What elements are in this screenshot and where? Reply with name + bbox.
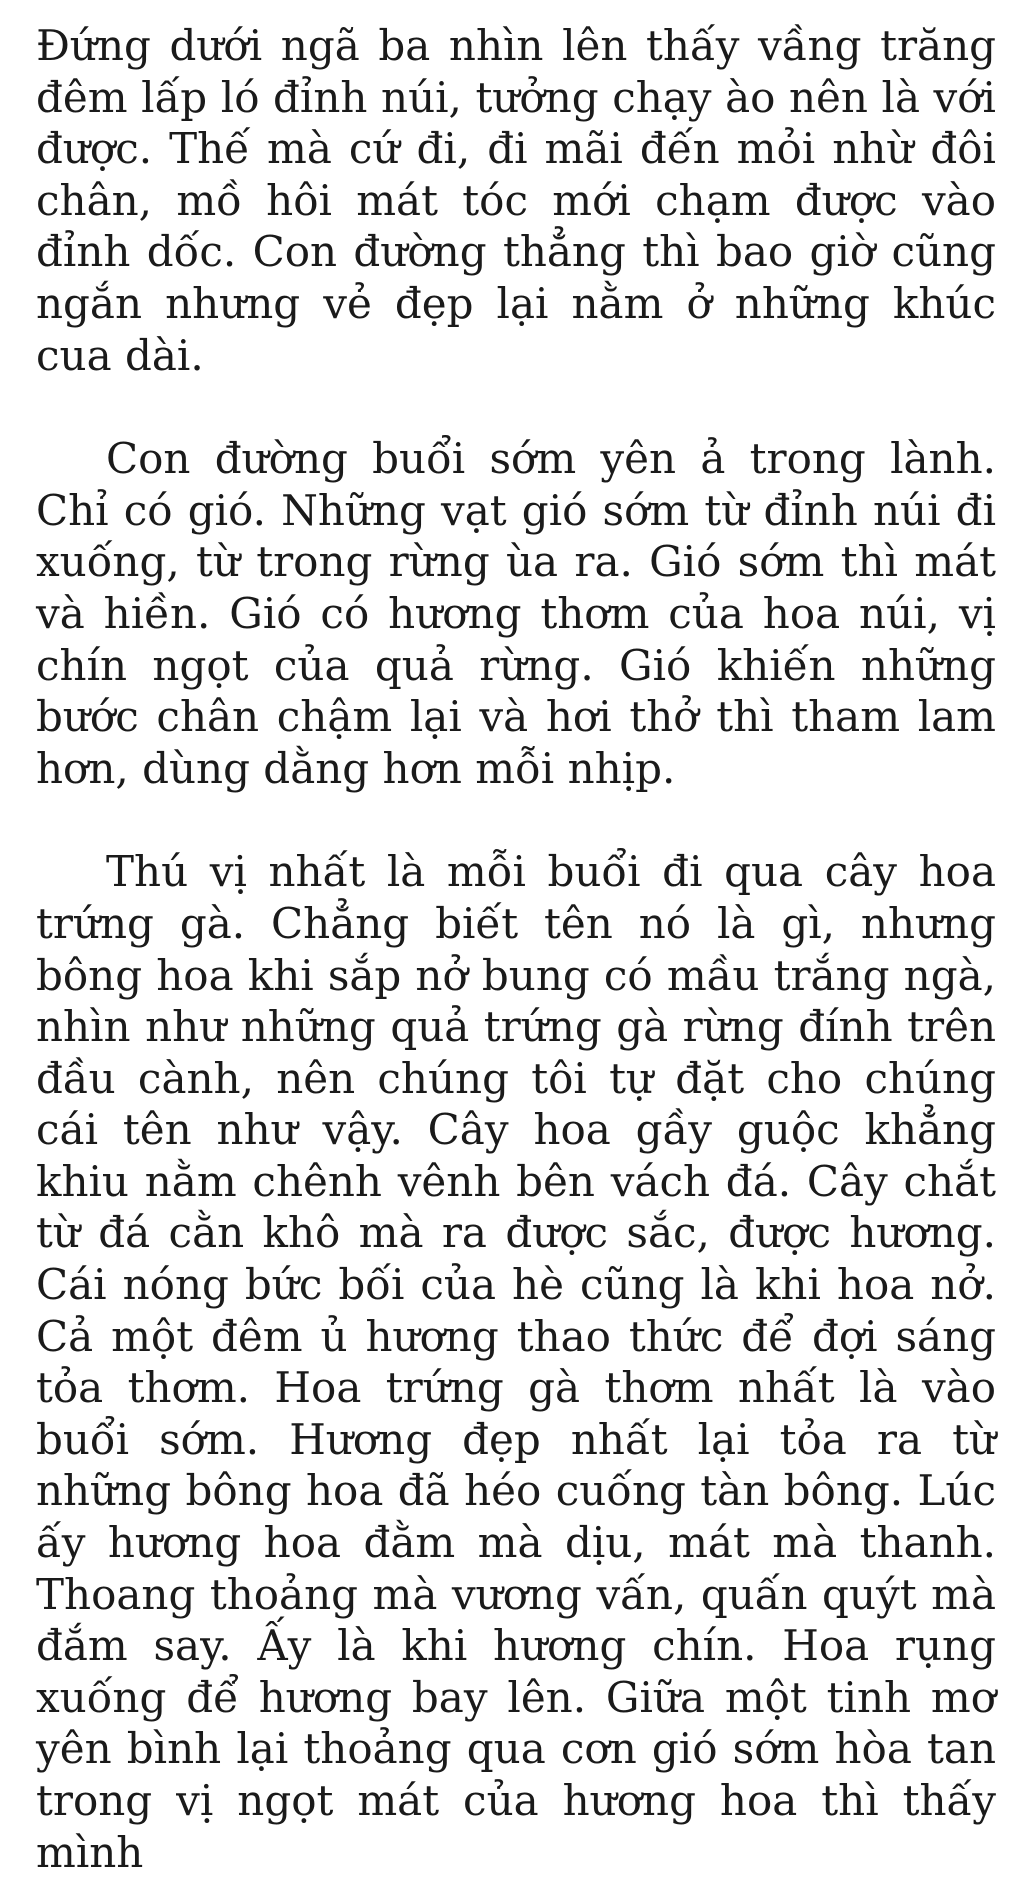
paragraph-3: Thú vị nhất là mỗi buổi đi qua cây hoa trứng gà. Chẳng biết tên nó là gì, nhưng bông hoa khi sắp nở bung có mầu trắng ngà, nhìn như những quả trứng gà rừng đính trên đầu cành, nên chúng tôi tự đặt cho chúng cái tên như vậy. Cây hoa gầy guộc khẳng khiu nằm chênh vênh bên vách đá. Cây chắt từ đá cằn khô mà ra được sắc, được hương. Cái nóng bức bối của hè cũng là khi hoa nở. Cả một đêm ủ hương thao thức để đợi sáng tỏa thơm. Hoa trứng gà thơm nhất là vào buổi sớm. Hương đẹp nhất lại tỏa ra từ những bông hoa đã héo cuống tàn bông. Lúc ấy hương hoa đằm mà dịu, mát mà thanh. Thoang thoảng mà vương vấn, quấn quýt mà đắm say. Ấy là khi hương chín. Hoa rụng xuống để hương bay lên. Giữa một tinh mơ yên bình lại thoảng qua cơn gió sớm hòa tan trong vị ngọt mát của hương hoa thì thấy mình <box>36 847 996 1877</box>
paragraph-spacer <box>36 794 996 846</box>
paragraph-1: Đứng dưới ngã ba nhìn lên thấy vầng trăng đêm lấp ló đỉnh núi, tưởng chạy ào nên là với được. Thế mà cứ đi, đi mãi đến mỏi nhừ đôi chân, mồ hôi mát tóc mới chạm được vào đỉnh dốc. Con đường thẳng thì bao giờ cũng ngắn nhưng vẻ đẹp lại nằm ở những khúc cua dài. <box>36 21 996 380</box>
paragraph-spacer <box>36 381 996 433</box>
paragraph-2: Con đường buổi sớm yên ả trong lành. Chỉ có gió. Những vạt gió sớm từ đỉnh núi đi xuống, từ trong rừng ùa ra. Gió sớm thì mát và hiền. Gió có hương thơm của hoa núi, vị chín ngọt của quả rừng. Gió khiến những bước chân chậm lại và hơi thở thì tham lam hơn, dùng dằng hơn mỗi nhịp. <box>36 434 996 793</box>
document-page <box>36 20 996 1878</box>
